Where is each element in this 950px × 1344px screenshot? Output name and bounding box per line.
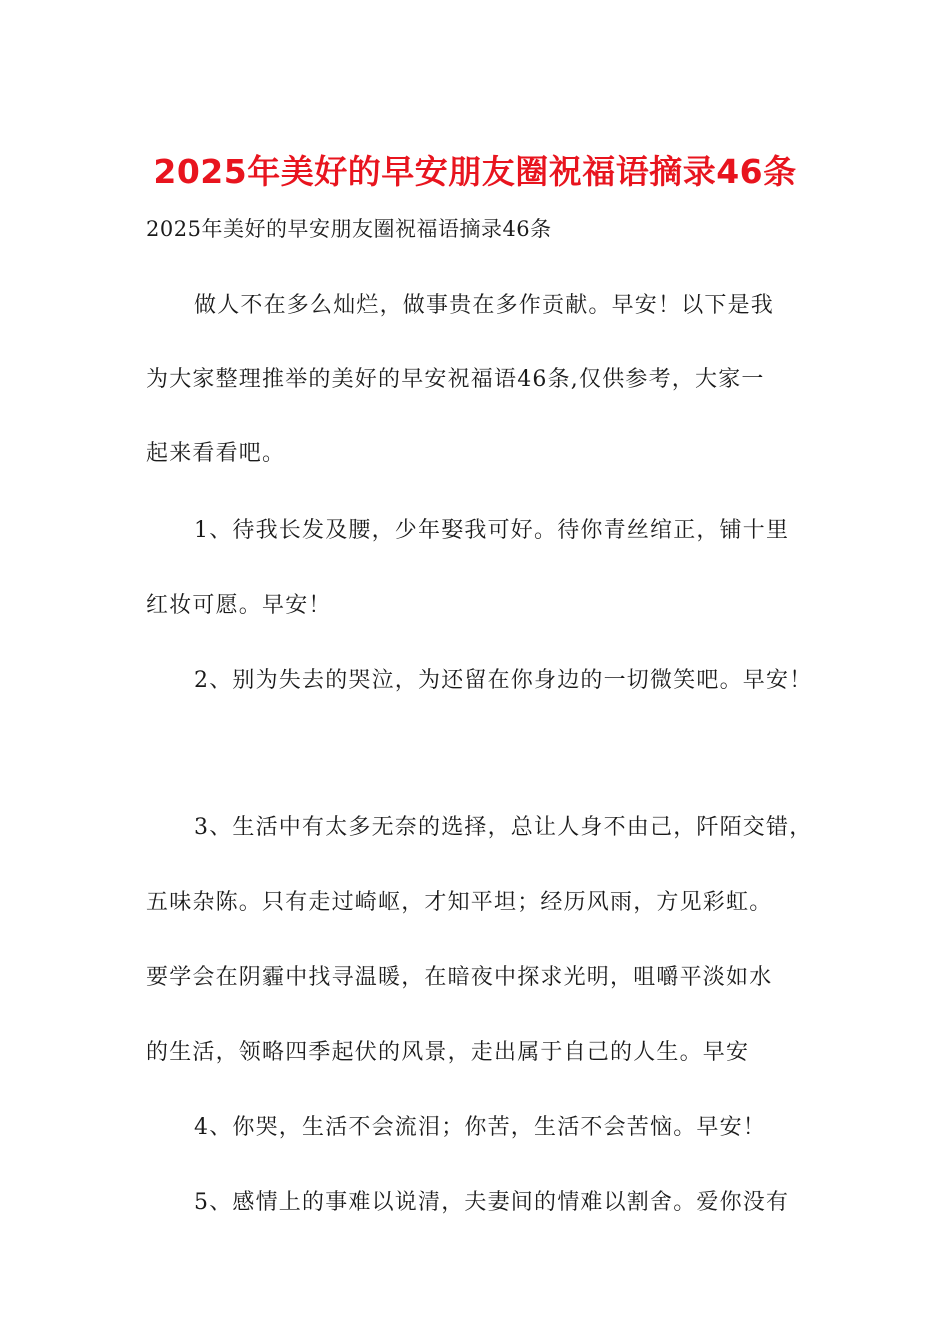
item-3-line-4: 的生活，领略四季起伏的风景，走出属于自己的人生。早安 bbox=[146, 1040, 750, 1065]
intro-line-3: 起来看看吧。 bbox=[146, 441, 286, 466]
document-title: 2025年美好的早安朋友圈祝福语摘录46条 bbox=[153, 152, 797, 191]
item-5-line-1: 5、感情上的事难以说清，夫妻间的情难以割舍。爱你没有 bbox=[194, 1190, 790, 1215]
document-subtitle: 2025年美好的早安朋友圈祝福语摘录46条 bbox=[146, 217, 552, 241]
item-3-line-3: 要学会在阴霾中找寻温暖，在暗夜中探求光明，咀嚼平淡如水 bbox=[146, 965, 773, 990]
item-3-line-1: 3、生活中有太多无奈的选择，总让人身不由己，阡陌交错， bbox=[194, 815, 813, 840]
item-1-line-1: 1、待我长发及腰，少年娶我可好。待你青丝绾正，铺十里 bbox=[194, 518, 790, 543]
intro-line-2: 为大家整理推举的美好的早安祝福语46条,仅供参考，大家一 bbox=[146, 367, 765, 392]
item-3-line-2: 五味杂陈。只有走过崎岖，才知平坦；经历风雨，方见彩虹。 bbox=[146, 890, 773, 915]
item-4-line-1: 4、你哭，生活不会流泪；你苦，生活不会苦恼。早安！ bbox=[194, 1115, 766, 1140]
intro-line-1: 做人不在多么灿烂，做事贵在多作贡献。早安！以下是我 bbox=[194, 293, 775, 318]
item-2-line-1: 2、别为失去的哭泣，为还留在你身边的一切微笑吧。早安！ bbox=[194, 668, 813, 693]
item-1-line-2: 红妆可愿。早安！ bbox=[146, 593, 332, 618]
